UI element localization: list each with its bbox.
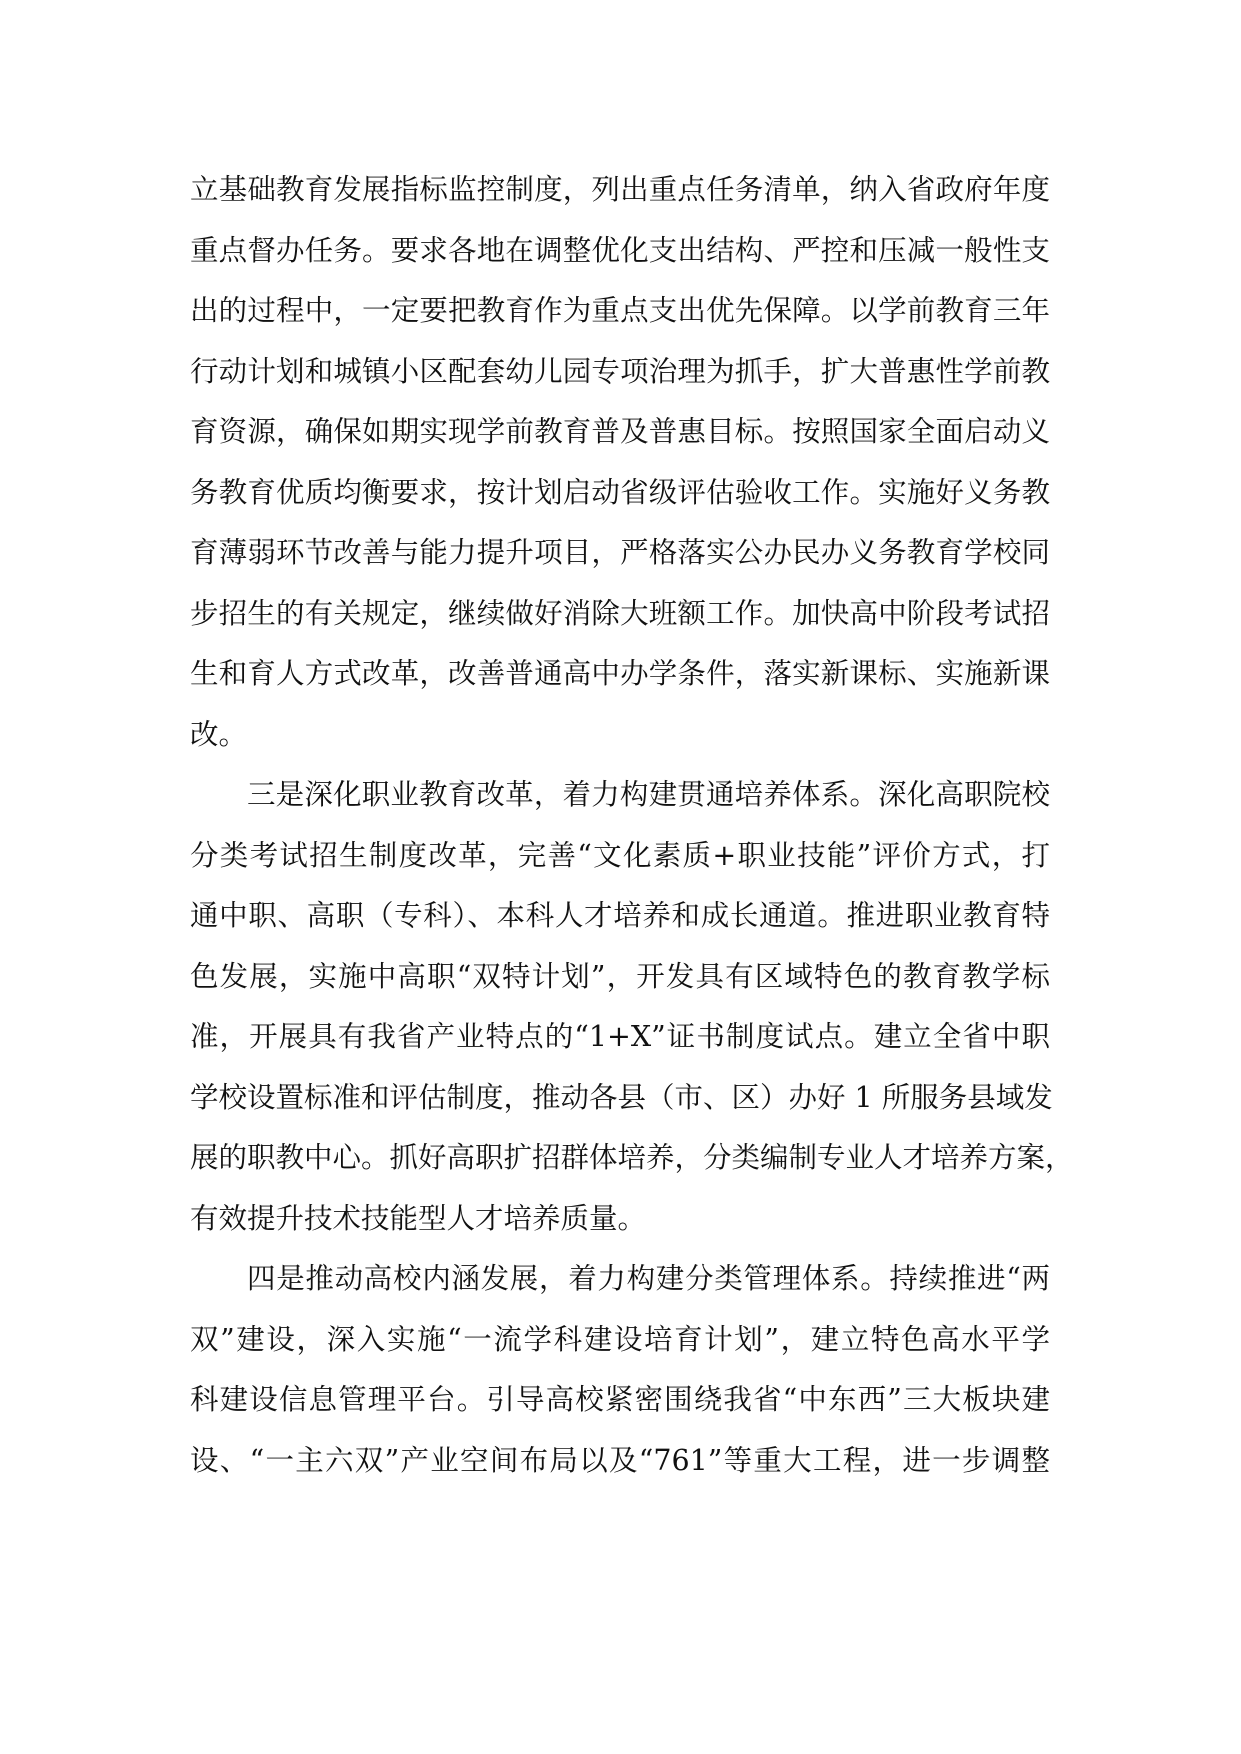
text-line: 步招生的有关规定，继续做好消除大班额工作。加快高中阶段考试招	[190, 596, 1050, 630]
text-line: 出的过程中，一定要把教育作为重点支出优先保障。以学前教育三年	[190, 294, 1050, 327]
text-line: 四是推动高校内涵发展，着力构建分类管理体系。持续推进“两	[247, 1262, 1050, 1295]
text-line: 学校设置标准和评估制度，推动各县（市、区）办好 1 所服务县域发	[190, 1080, 1053, 1114]
text-line: 色发展，实施中高职“双特计划”，开发具有区域特色的教育教学标	[190, 959, 1050, 993]
text-line: 设、“一主六双”产业空间布局以及“761”等重大工程，进一步调整	[190, 1443, 1050, 1477]
text-line: 育资源，确保如期实现学前教育普及普惠目标。按照国家全面启动义	[190, 415, 1050, 448]
text-line: 通中职、高职（专科）、本科人才培养和成长通道。推进职业教育特	[190, 899, 1050, 932]
document-body	[190, 160, 1074, 1491]
text-line: 重点督办任务。要求各地在调整优化支出结构、严控和压减一般性支	[190, 233, 1050, 267]
text-line: 生和育人方式改革，改善普通高中办学条件，落实新课标、实施新课	[190, 657, 1050, 690]
text-line: 分类考试招生制度改革，完善“文化素质+职业技能”评价方式，打	[190, 838, 1050, 872]
text-line: 立基础教育发展指标监控制度，列出重点任务清单，纳入省政府年度	[190, 173, 1050, 206]
paragraph-2	[190, 765, 1074, 1249]
text-line: 育薄弱环节改善与能力提升项目，严格落实公办民办义务教育学校同	[190, 536, 1050, 569]
text-line: 准，开展具有我省产业特点的“1+X”证书制度试点。建立全省中职	[190, 1020, 1050, 1053]
text-line: 务教育优质均衡要求，按计划启动省级评估验收工作。实施好义务教	[190, 475, 1050, 509]
text-line: 有效提升技术技能型人才培养质量。	[190, 1201, 647, 1235]
paragraph-1	[190, 160, 1050, 765]
text-line: 展的职教中心。抓好高职扩招群体培养，分类编制专业人才培养方案，	[190, 1141, 1074, 1174]
text-line: 科建设信息管理平台。引导高校紧密围绕我省“中东西”三大板块建	[190, 1383, 1050, 1416]
text-line: 行动计划和城镇小区配套幼儿园专项治理为抓手，扩大普惠性学前教	[190, 354, 1050, 388]
text-line: 三是深化职业教育改革，着力构建贯通培养体系。深化高职院校	[247, 778, 1050, 811]
text-line: 改。	[190, 717, 248, 751]
paragraph-3	[190, 1249, 1050, 1491]
text-line: 双”建设，深入实施“一流学科建设培育计划”，建立特色高水平学	[190, 1322, 1050, 1356]
